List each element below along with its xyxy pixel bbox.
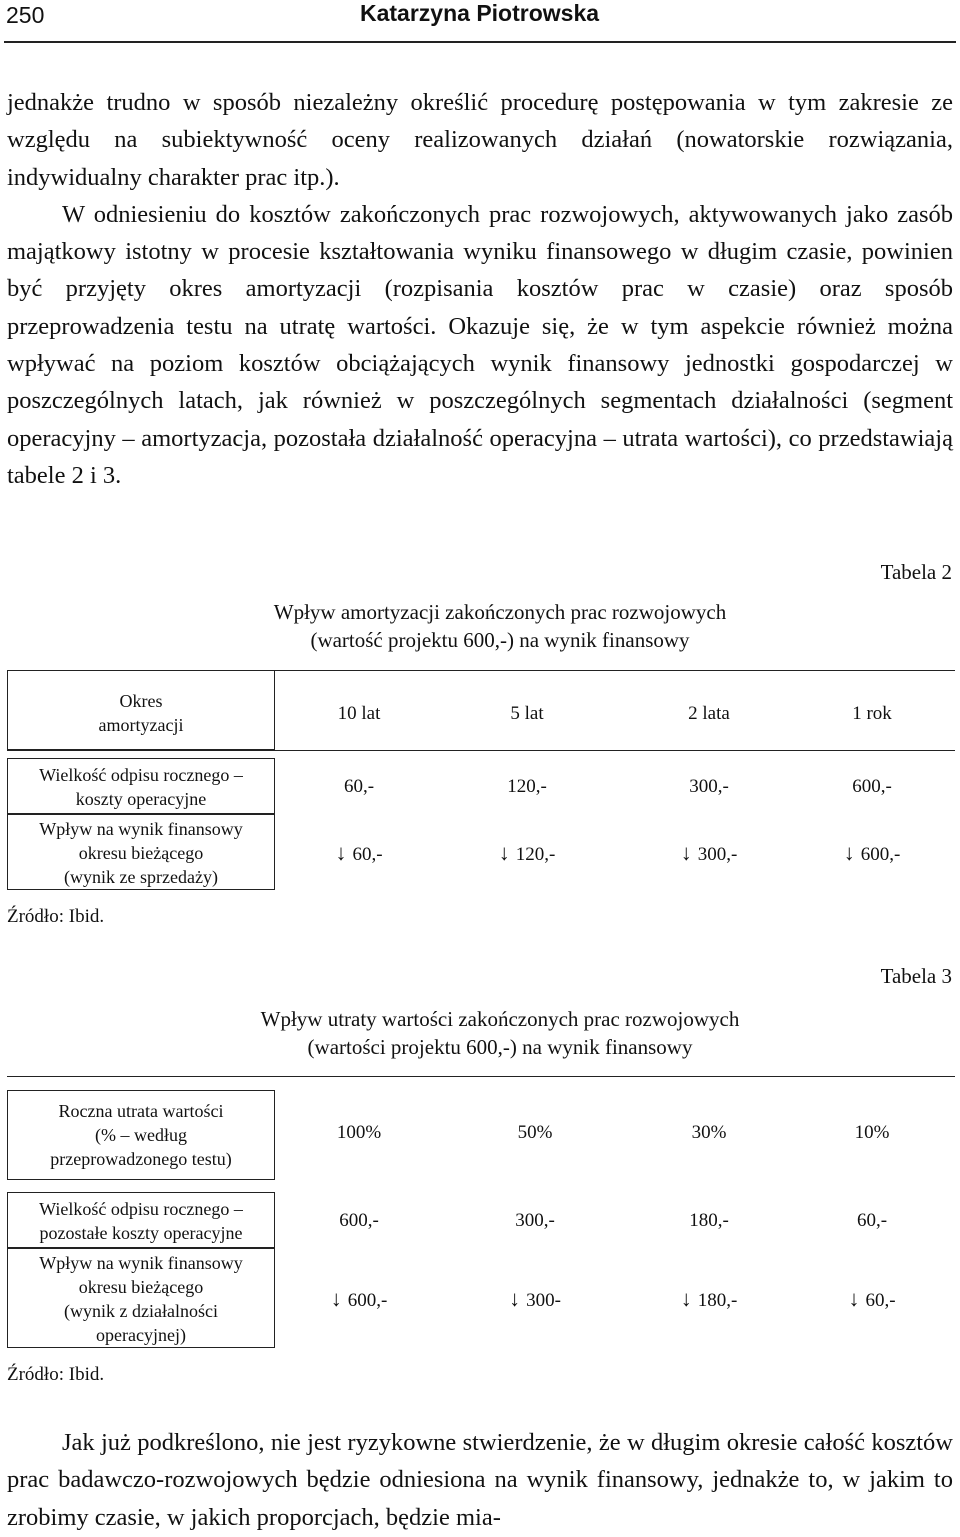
table2-col-5lat: 5 lat (510, 703, 544, 724)
table3-impact-2 (634, 1286, 784, 1312)
table3-writeoff-2: 180,- (689, 1210, 729, 1231)
cell-text: amortyzacji (98, 715, 184, 735)
cell-text: pozostałe koszty operacyjne (39, 1223, 243, 1243)
table3-writeoff-0: 600,- (339, 1210, 379, 1231)
cell-text: (wynik ze sprzedaży) (64, 867, 218, 887)
table2-col-2lata: 2 lata (688, 703, 730, 724)
down-arrow-icon: ↓ (680, 840, 692, 865)
table3-col-50: 50% (517, 1122, 553, 1143)
impact-value: 120,- (515, 844, 556, 865)
table3-header-impact (7, 1248, 275, 1348)
paragraph-amortization: W odniesieniu do kosztów zakończonych prac rozwojowych, aktywowanych jako zasób majątkowy istotny w procesie kształtowania wyniku finansowego w długim czasie, powinien być przyjęty okres amortyzacji (rozpisania kosztów prac w czasie) oraz sposób przeprowadzenia testu na utratę wartości. Okazuje się, że w tym aspekcie również można wpływać na poziom kosztów obciążających wynik finansowy jednostki gospodarczej w poszczególnych latach, jak również w poszczególnych segmentach działalności (segment operacyjny – amortyzacja, pozostała działalność operacyjna – utrata wartości), co przedstawiają tabele 2 i 3. (7, 200, 953, 489)
table2-header-rule (7, 750, 955, 751)
table3-col-30: 30% (691, 1122, 727, 1143)
impact-value: 600,- (347, 1290, 388, 1311)
table3-writeoff-1: 300,- (515, 1210, 555, 1231)
table3-top-rule (7, 1076, 955, 1077)
table2-writeoff-1: 120,- (507, 776, 547, 797)
table2-header-period (7, 670, 275, 750)
table3-impact-1 (460, 1286, 610, 1312)
down-arrow-icon: ↓ (335, 840, 347, 865)
table3-title-line2: (wartości projektu 600,-) na wynik finansowy (307, 1035, 693, 1059)
cell-text: (wynik z działalności (64, 1301, 218, 1321)
down-arrow-icon: ↓ (843, 840, 855, 865)
table2-col-1rok: 1 rok (852, 703, 892, 724)
table2-label: Tabela 2 (880, 560, 952, 584)
down-arrow-icon: ↓ (509, 1286, 521, 1311)
impact-value: 600,- (860, 844, 901, 865)
table2-source: Źródło: Ibid. (7, 906, 105, 927)
cell-text: Wielkość odpisu rocznego – (39, 1199, 243, 1219)
cell-text: koszty operacyjne (75, 789, 207, 809)
table2-impact-1 (452, 840, 602, 866)
table3-label: Tabela 3 (880, 964, 952, 988)
table3-impact-0 (284, 1286, 434, 1312)
page-number: 250 (6, 2, 45, 28)
down-arrow-icon: ↓ (330, 1286, 342, 1311)
impact-value: 300,- (697, 844, 738, 865)
table2-writeoff-0: 60,- (343, 776, 375, 797)
table2-impact-0 (284, 840, 434, 866)
header-rule (4, 41, 956, 43)
table2-impact-3 (797, 840, 947, 866)
cell-text: Wpływ na wynik finansowy (39, 819, 243, 839)
cell-text: okresu bieżącego (78, 843, 204, 863)
table3-writeoff-3: 60,- (856, 1210, 888, 1231)
cell-text: okresu bieżącego (78, 1277, 204, 1297)
impact-value: 180,- (697, 1290, 738, 1311)
table2-title (150, 598, 850, 654)
body-text-bottom (7, 1424, 953, 1536)
cell-text: Wielkość odpisu rocznego – (39, 765, 243, 785)
table2-title-line2: (wartość projektu 600,-) na wynik finansowy (310, 628, 690, 652)
cell-text: operacyjnej) (96, 1325, 186, 1345)
impact-value: 60,- (352, 844, 383, 865)
cell-text: Wpływ na wynik finansowy (39, 1253, 243, 1273)
table3-impact-3 (797, 1286, 947, 1312)
running-head-author: Katarzyna Piotrowska (360, 0, 600, 26)
table3-source: Źródło: Ibid. (7, 1364, 105, 1385)
paragraph-conclusion: Jak już podkreślono, nie jest ryzykowne stwierdzenie, że w długim okresie całość kosztów prac badawczo-rozwojowych będzie odniesiona na wynik finansowy, jednakże to, w jakim to zrobimy czasie, w jakich proporcjach, będzie mia- (7, 1429, 953, 1531)
table2-impact-2 (634, 840, 784, 866)
table2-writeoff-3: 600,- (852, 776, 892, 797)
table3-title (150, 1005, 850, 1061)
table3-header-writeoff (7, 1192, 275, 1248)
cell-text: (% – według (95, 1125, 187, 1145)
down-arrow-icon: ↓ (498, 840, 510, 865)
table2-header-impact (7, 814, 275, 890)
table2-writeoff-2: 300,- (689, 776, 729, 797)
impact-value: 300- (526, 1290, 561, 1311)
table3-col-100: 100% (336, 1122, 382, 1143)
body-text-top (7, 84, 953, 494)
cell-text: Okres (119, 691, 163, 711)
table2-header-writeoff (7, 758, 275, 814)
table3-header-loss (7, 1090, 275, 1180)
down-arrow-icon: ↓ (848, 1286, 860, 1311)
table2-title-line1: Wpływ amortyzacji zakończonych prac rozwojowych (273, 600, 727, 624)
paragraph-continuation: jednakże trudno w sposób niezależny określić procedurę postępowania w tym zakresie ze względu na subiektywność oceny realizowanych działań (nowatorskie rozwiązania, indywidualny charakter prac itp.). (7, 89, 953, 191)
cell-text: przeprowadzonego testu) (50, 1149, 232, 1169)
table3-title-line1: Wpływ utraty wartości zakończonych prac rozwojowych (260, 1007, 740, 1031)
table3-col-10: 10% (854, 1122, 890, 1143)
impact-value: 60,- (865, 1290, 896, 1311)
running-header (0, 0, 960, 44)
cell-text: Roczna utrata wartości (58, 1101, 224, 1121)
table2-col-10lat: 10 lat (337, 703, 381, 724)
down-arrow-icon: ↓ (680, 1286, 692, 1311)
